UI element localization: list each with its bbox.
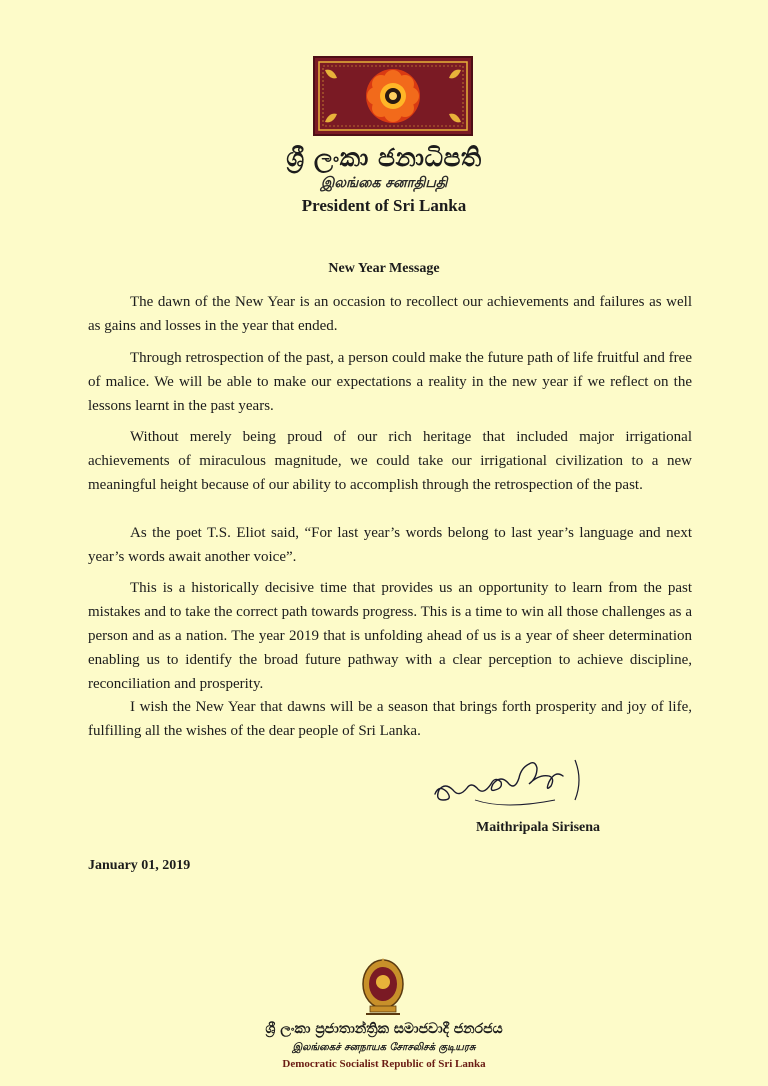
message-paragraph-3: Without merely being proud of our rich heritage that included major irrigational achievements of miraculous magnitude, we could take our irrigational civilization to a new meaningful height because of our ability to accomplish through the retrospection of the past.: [88, 429, 692, 493]
letterhead-tamil-title: இலங்கை சனாதிபதி: [320, 175, 448, 191]
message-paragraph-1: The dawn of the New Year is an occasion to recollect our achievements and failures as well as gains and losses in the year that ended.: [88, 294, 692, 334]
lotus-flag-emblem-icon: [313, 56, 473, 136]
footer-english-text: Democratic Socialist Republic of Sri Lanka: [282, 1058, 486, 1070]
message-paragraph-2: Through retrospection of the past, a person could make the future path of life fruitful and free of malice. We will be able to make our expectations a reality in the new year if we reflect on the lessons learnt in the past years.: [88, 350, 692, 414]
letterhead-english-title: President of Sri Lanka: [301, 196, 467, 215]
signer-name: Maithripala Sirisena: [476, 820, 601, 835]
message-paragraph-6: I wish the New Year that dawns will be a season that brings forth prosperity and joy of life, fulfilling all the wishes of the dear people of Sri Lanka.: [88, 699, 692, 739]
national-emblem-crest-icon: [360, 956, 406, 1018]
letter-date: January 01, 2019: [88, 858, 191, 873]
footer-sinhala-text: ශ්‍රී ලංකා ප්‍රජාතාන්ත්‍රික සමාජවාදී ජනරජය: [265, 1021, 503, 1037]
message-title: New Year Message: [328, 261, 440, 276]
message-paragraph-4: As the poet T.S. Eliot said, “For last year’s words belong to last year’s language and next year’s words await another voice”.: [88, 525, 692, 565]
footer-tamil-text: இலங்கைச் சனநாயக சோசலிசக் குடியரசு: [292, 1042, 476, 1053]
handwritten-signature-icon: [425, 748, 625, 828]
letterhead-sinhala-title: ශ්‍රී ලංකා ජනාධිපති: [286, 143, 482, 172]
message-paragraph-5: This is a historically decisive time that provides us an opportunity to learn from the past mistakes and to take the correct path towards progress. This is a time to win all those challenges as a person and as a nation. The year 2019 that is unfolding ahead of us is a year of sheer determination enabling us to identify the broad future pathway with a clear perception to achieve discipline, reconciliation and prosperity.: [88, 580, 692, 692]
